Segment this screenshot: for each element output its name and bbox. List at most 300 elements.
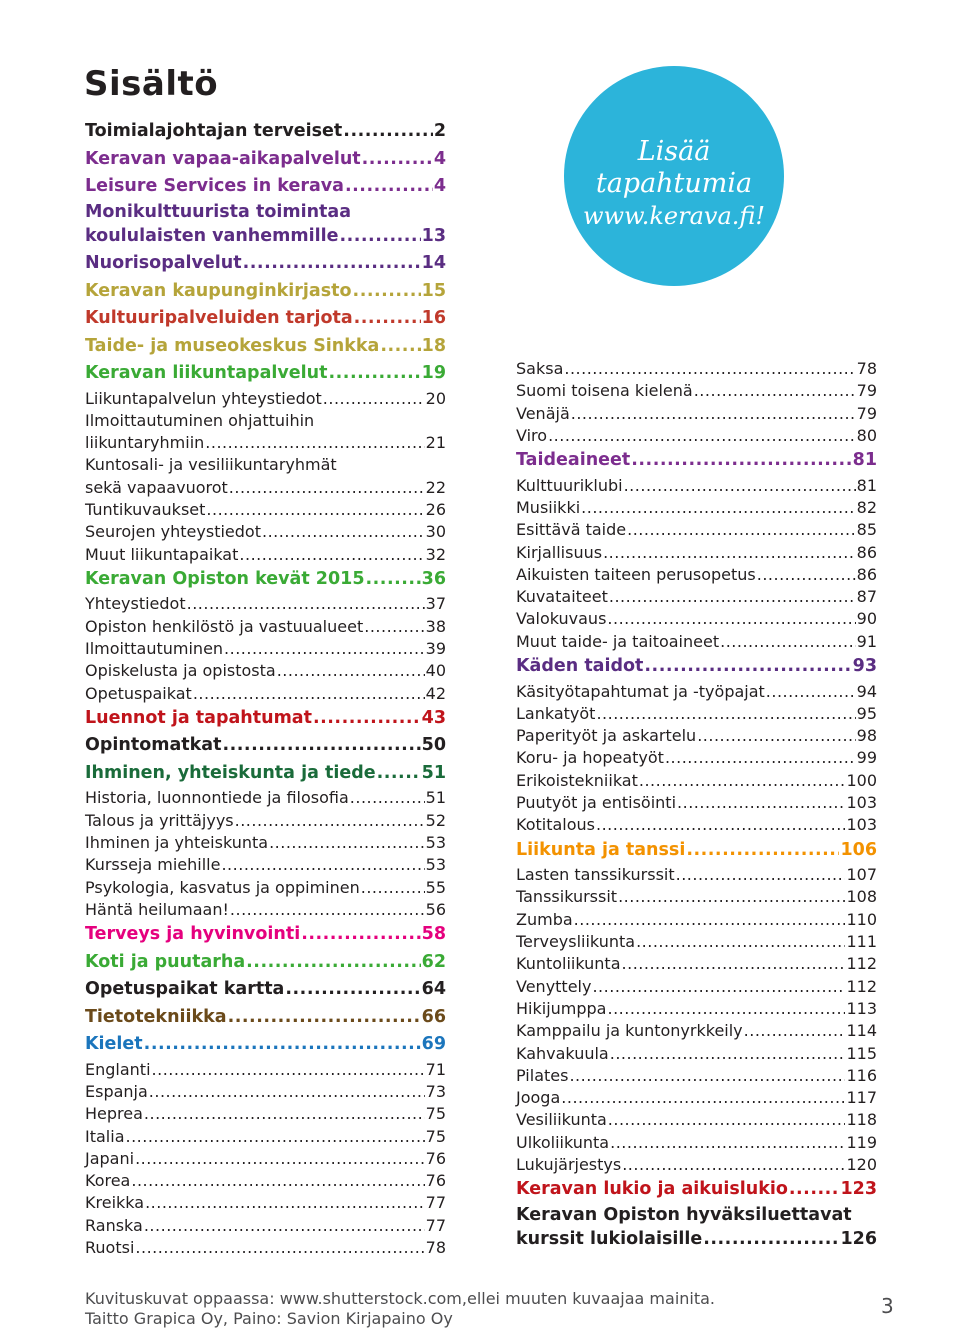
- toc-entry-page: 50: [421, 735, 446, 756]
- toc-entry-page: 85: [856, 520, 877, 540]
- toc-entry-page: 51: [421, 762, 446, 783]
- toc-entry-page: 32: [425, 544, 446, 564]
- dot-leader: [243, 250, 421, 278]
- toc-entry: [85, 360, 446, 388]
- toc-entry: [516, 931, 877, 953]
- toc-entry-title: Saksa: [516, 359, 564, 378]
- toc-entry-page: 73: [425, 1081, 446, 1101]
- toc-entry-page: 53: [425, 832, 446, 852]
- toc-entry-page: 71: [425, 1059, 446, 1079]
- toc-entry-title: Kreikka: [85, 1193, 145, 1213]
- toc-entry-page: 78: [856, 359, 877, 378]
- bubble-line-2: tapahtumia: [595, 168, 753, 199]
- dot-leader: [618, 886, 845, 908]
- dot-leader: [703, 1226, 839, 1254]
- dot-leader: [744, 1020, 846, 1042]
- dot-leader: [581, 497, 855, 519]
- toc-entry-title: Lasten tanssikurssit: [516, 865, 675, 885]
- toc-entry-title: Jooga: [516, 1088, 561, 1108]
- toc-entry-title: Liikunta ja tanssi: [516, 839, 686, 860]
- toc-entry-title: Kuvataiteet: [516, 587, 608, 607]
- toc-entry-page: 58: [421, 924, 446, 945]
- toc-entry-page: 111: [846, 932, 877, 952]
- toc-entry-page: 119: [846, 1132, 877, 1152]
- toc-entry-page: 90: [856, 609, 877, 629]
- toc-entry: [516, 747, 877, 769]
- dot-leader: [569, 1065, 845, 1087]
- toc-entry: [516, 681, 877, 703]
- toc-entry-page: 81: [856, 475, 877, 495]
- toc-entry-page: 78: [425, 1238, 446, 1258]
- dot-leader: [609, 586, 856, 608]
- toc-entry: [516, 403, 877, 425]
- dot-leader: [596, 814, 845, 836]
- toc-entry: [85, 477, 446, 499]
- toc-entry-title: Erikoistekniikat: [516, 770, 638, 790]
- toc-entry: [516, 998, 877, 1020]
- toc-entry-title: Venyttely: [516, 976, 592, 996]
- toc-entry-title: Zumba: [516, 909, 573, 929]
- footer-line-2: Taitto Grapica Oy, Paino: Savion Kirjapaino Oy: [85, 1309, 453, 1328]
- toc-entry-page: 94: [856, 681, 877, 701]
- dot-leader: [149, 1081, 425, 1103]
- dot-leader: [548, 425, 856, 447]
- toc-entry: [85, 705, 446, 733]
- dot-leader: [610, 1132, 845, 1154]
- toc-entry: [516, 1176, 877, 1204]
- dot-leader: [361, 877, 425, 899]
- dot-leader: [694, 380, 856, 402]
- toc-entry-page: 100: [846, 770, 877, 790]
- toc-entry: [85, 1148, 446, 1170]
- toc-entry-page: 112: [846, 976, 877, 996]
- dot-leader: [636, 931, 845, 953]
- toc-entry-page: 36: [421, 568, 446, 589]
- toc-entry-title: Keravan liikuntapalvelut: [85, 363, 328, 383]
- toc-entry-title: Opiston henkilöstö ja vastuualueet: [85, 616, 364, 636]
- dot-leader: [665, 747, 856, 769]
- toc-entry: [516, 653, 877, 681]
- toc-entry-page: 16: [421, 308, 446, 328]
- dot-leader: [631, 447, 851, 475]
- toc-entry-page: 99: [856, 748, 877, 768]
- footer-credits: [85, 1289, 715, 1329]
- dot-leader: [610, 1043, 846, 1065]
- toc-entry: [85, 432, 446, 454]
- toc-entry-title: Musiikki: [516, 497, 581, 517]
- toc-entry: [516, 1204, 877, 1226]
- toc-entry-page: 75: [425, 1104, 446, 1124]
- toc-entry-page: 91: [856, 631, 877, 651]
- toc-entry-page: 69: [421, 1034, 446, 1055]
- toc-entry-title: Liikuntapalvelun yhteystiedot: [85, 388, 322, 408]
- toc-entry-title: Muut liikuntapaikat: [85, 544, 239, 564]
- dot-leader: [622, 1154, 845, 1176]
- toc-entry: [516, 475, 877, 497]
- toc-entry-title: Seurojen yhteystiedot: [85, 522, 261, 542]
- dot-leader: [757, 564, 856, 586]
- toc-entry-title: Aikuisten taiteen perusopetus: [516, 564, 756, 584]
- toc-entry-title: Leisure Services in kerava: [85, 176, 344, 196]
- dot-leader: [224, 638, 425, 660]
- toc-entry-title: Englanti: [85, 1059, 151, 1079]
- toc-entry: [516, 770, 877, 792]
- toc-entry-title: Ranska: [85, 1215, 143, 1235]
- toc-entry-page: 103: [846, 815, 877, 835]
- toc-entry-page: 79: [856, 381, 877, 401]
- toc-entry-title: Opetuspaikat: [85, 683, 192, 703]
- toc-entry: [516, 703, 877, 725]
- toc-entry: [85, 638, 446, 660]
- dot-leader: [205, 432, 424, 454]
- toc-entry: [516, 631, 877, 653]
- dot-leader: [246, 949, 420, 977]
- dot-leader: [144, 1103, 425, 1125]
- toc-entry-page: 79: [856, 403, 877, 423]
- dot-leader: [596, 703, 855, 725]
- toc-entry-page: 22: [425, 477, 446, 497]
- toc-entry-title: Koti ja puutarha: [85, 951, 246, 972]
- toc-entry-page: 55: [425, 877, 446, 897]
- dot-leader: [323, 388, 425, 410]
- toc-entry: [85, 201, 446, 223]
- dot-leader: [627, 519, 856, 541]
- toc-entry-title: Luennot ja tapahtumat: [85, 707, 312, 728]
- toc-entry-title: Monikulttuurista toimintaa: [85, 201, 352, 222]
- toc-entry: [85, 146, 446, 174]
- toc-entry: [516, 425, 877, 447]
- toc-entry-title: Esittävä taide: [516, 520, 627, 540]
- toc-entry-title: Terveys ja hyvinvointi: [85, 924, 301, 945]
- toc-entry: [85, 278, 446, 306]
- toc-entry-title: Opiskelusta ja opistosta: [85, 661, 276, 681]
- toc-entry: [516, 608, 877, 630]
- dot-leader: [235, 810, 425, 832]
- toc-entry: [516, 1109, 877, 1131]
- toc-entry: [516, 542, 877, 564]
- dot-leader: [622, 953, 846, 975]
- dot-leader: [135, 1237, 424, 1259]
- toc-entry: [516, 792, 877, 814]
- toc-entry-page: 64: [421, 979, 446, 1000]
- toc-entry-page: 77: [425, 1215, 446, 1235]
- toc-entry-page: 115: [846, 1043, 877, 1063]
- dot-leader: [644, 653, 851, 681]
- toc-entry-page: 15: [421, 280, 446, 301]
- toc-entry: [85, 593, 446, 615]
- toc-entry: [516, 1087, 877, 1109]
- toc-entry: [85, 1192, 446, 1214]
- dot-leader: [686, 837, 839, 865]
- toc-entry-page: 18: [421, 335, 446, 356]
- dot-leader: [697, 725, 855, 747]
- toc-entry-title: kurssit lukiolaisille: [516, 1228, 703, 1249]
- toc-entry-title: Nuorisopalvelut: [85, 253, 242, 273]
- toc-entry-page: 14: [421, 253, 446, 273]
- toc-entry-title: koululaisten vanhemmille: [85, 225, 339, 246]
- toc-entry-page: 4: [433, 148, 446, 169]
- toc-entry-title: Historia, luonnontiede ja filosofia: [85, 788, 349, 808]
- toc-entry: [85, 732, 446, 760]
- dot-leader: [230, 899, 425, 921]
- dot-leader: [144, 1215, 425, 1237]
- toc-right-column: [516, 358, 877, 1253]
- dot-leader: [720, 631, 856, 653]
- toc-entry-title: Keravan lukio ja aikuislukio: [516, 1179, 788, 1200]
- dot-leader: [603, 542, 856, 564]
- toc-entry: [516, 953, 877, 975]
- dot-leader: [145, 1192, 425, 1214]
- dot-leader: [187, 593, 425, 615]
- toc-entry-page: 75: [425, 1126, 446, 1146]
- toc-entry-page: 112: [846, 954, 877, 974]
- toc-entry-title: Puutyöt ja entisöinti: [516, 793, 677, 813]
- toc-entry: [85, 899, 446, 921]
- toc-entry-page: 56: [425, 899, 446, 919]
- toc-entry-title: Opetuspaikat kartta: [85, 979, 285, 1000]
- dot-leader: [677, 792, 845, 814]
- events-bubble: [564, 66, 784, 286]
- toc-entry-page: 108: [846, 887, 877, 907]
- toc-entry-page: 19: [421, 363, 446, 383]
- toc-entry-title: Keravan kaupunginkirjasto: [85, 280, 352, 301]
- toc-entry-page: 26: [425, 499, 446, 519]
- toc-entry-title: Keravan Opiston kevät 2015: [85, 568, 365, 589]
- toc-entry-title: Hikijumppa: [516, 998, 607, 1018]
- toc-entry-page: 103: [846, 793, 877, 813]
- toc-entry-page: 86: [856, 542, 877, 562]
- toc-entry-title: Valokuvaus: [516, 609, 607, 629]
- dot-leader: [313, 705, 421, 733]
- dot-leader: [766, 681, 856, 703]
- toc-entry-page: 53: [425, 855, 446, 875]
- toc-entry-title: Paperityöt ja askartelu: [516, 726, 697, 746]
- dot-leader: [350, 787, 425, 809]
- toc-entry-title: Korea: [85, 1171, 131, 1191]
- toc-entry-title: Lankatyöt: [516, 703, 596, 723]
- toc-entry: [85, 616, 446, 638]
- toc-entry-page: 66: [421, 1006, 446, 1027]
- toc-entry: [85, 832, 446, 854]
- toc-entry: [85, 1215, 446, 1237]
- page-number: 3: [881, 1294, 894, 1318]
- dot-leader: [377, 760, 421, 788]
- toc-entry-title: Vesiliikunta: [516, 1110, 607, 1130]
- dot-leader: [607, 608, 855, 630]
- toc-entry: [516, 1226, 877, 1254]
- toc-entry: [85, 1004, 446, 1032]
- toc-entry-title: Psykologia, kasvatus ja oppiminen: [85, 877, 360, 897]
- toc-entry-page: 95: [856, 703, 877, 723]
- toc-entry-page: 76: [425, 1148, 446, 1168]
- toc-left-column: [85, 118, 446, 1259]
- toc-entry-page: 126: [840, 1228, 877, 1249]
- toc-entry-page: 113: [846, 998, 877, 1018]
- toc-entry-title: Muut taide- ja taitoaineet: [516, 631, 720, 651]
- toc-entry: [516, 564, 877, 586]
- toc-entry-page: 120: [846, 1155, 877, 1174]
- toc-entry-page: 98: [856, 726, 877, 746]
- toc-entry-title: Keravan Opiston hyväksiluettavat: [516, 1204, 852, 1225]
- toc-entry-page: 42: [425, 683, 446, 703]
- toc-entry-page: 2: [433, 121, 446, 141]
- toc-entry-page: 30: [425, 522, 446, 542]
- dot-leader: [339, 223, 420, 251]
- toc-entry-page: 13: [421, 225, 446, 246]
- dot-leader: [126, 1126, 425, 1148]
- dot-leader: [574, 909, 846, 931]
- toc-entry-page: 80: [856, 425, 877, 445]
- toc-entry-page: 43: [421, 707, 446, 728]
- dot-leader: [193, 683, 425, 705]
- dot-leader: [353, 278, 421, 306]
- dot-leader: [262, 521, 425, 543]
- toc-entry: [516, 358, 877, 380]
- toc-entry: [85, 660, 446, 682]
- toc-entry: [85, 223, 446, 251]
- toc-entry: [85, 118, 446, 146]
- dot-leader: [301, 921, 420, 949]
- toc-entry-page: 87: [856, 587, 877, 607]
- dot-leader: [269, 832, 425, 854]
- dot-leader: [364, 616, 424, 638]
- bubble-line-3: www.kerava.fi!: [582, 202, 766, 230]
- toc-entry-page: 81: [852, 450, 877, 471]
- dot-leader: [354, 305, 421, 333]
- toc-entry-page: 38: [425, 616, 446, 636]
- toc-entry: [85, 877, 446, 899]
- toc-entry: [85, 333, 446, 361]
- toc-entry-page: 37: [425, 594, 446, 614]
- toc-entry-page: 62: [421, 951, 446, 972]
- toc-entry: [516, 380, 877, 402]
- toc-entry: [85, 1103, 446, 1125]
- toc-entry-title: Taideaineet: [516, 450, 631, 471]
- dot-leader: [592, 976, 845, 998]
- dot-leader: [789, 1176, 840, 1204]
- toc-entry: [85, 410, 446, 432]
- toc-entry-title: Kielet: [85, 1034, 143, 1055]
- toc-entry-title: Kulttuuriklubi: [516, 475, 623, 495]
- toc-entry: [85, 810, 446, 832]
- bubble-line-1: Lisää: [637, 136, 711, 167]
- toc-entry: [85, 1081, 446, 1103]
- toc-entry-title: Venäjä: [516, 403, 570, 423]
- bubble-text: [564, 136, 784, 232]
- toc-entry: [85, 760, 446, 788]
- dot-leader: [608, 1109, 846, 1131]
- toc-entry-title: Käsityötapahtumat ja -työpajat: [516, 681, 765, 701]
- toc-entry-title: Ihminen, yhteiskunta ja tiede: [85, 762, 376, 783]
- toc-entry-title: Tuntikuvaukset: [85, 499, 206, 519]
- dot-leader: [607, 998, 845, 1020]
- dot-leader: [366, 566, 421, 594]
- toc-entry: [85, 305, 446, 333]
- toc-entry: [85, 250, 446, 278]
- toc-entry: [85, 1031, 446, 1059]
- toc-entry: [85, 1170, 446, 1192]
- dot-leader: [639, 770, 846, 792]
- toc-entry-title: Lukujärjestys: [516, 1155, 622, 1174]
- toc-entry-title: Ilmoittautuminen ohjattuihin: [85, 410, 315, 430]
- toc-entry-title: Kotitalous: [516, 815, 595, 835]
- toc-entry: [516, 976, 877, 998]
- page-title: Sisältö: [84, 64, 219, 104]
- toc-entry-title: Suomi toisena kielenä: [516, 381, 693, 401]
- toc-entry-page: 52: [425, 810, 446, 830]
- toc-entry-title: Kultuuripalveluiden tarjota: [85, 308, 353, 328]
- toc-entry-page: 77: [425, 1193, 446, 1213]
- toc-entry: [85, 854, 446, 876]
- toc-entry-title: Häntä heilumaan!: [85, 899, 229, 919]
- toc-entry: [85, 976, 446, 1004]
- toc-entry: [85, 1237, 446, 1259]
- toc-entry-page: 39: [425, 638, 446, 658]
- toc-entry: [516, 1154, 877, 1176]
- dot-leader: [135, 1148, 425, 1170]
- dot-leader: [229, 477, 425, 499]
- toc-entry: [516, 447, 877, 475]
- toc-entry: [516, 814, 877, 836]
- dot-leader: [343, 118, 433, 146]
- toc-entry: [516, 1020, 877, 1042]
- dot-leader: [362, 146, 433, 174]
- dot-leader: [222, 732, 420, 760]
- toc-entry-title: Käden taidot: [516, 656, 644, 677]
- toc-entry: [516, 886, 877, 908]
- toc-entry-page: 4: [433, 176, 446, 196]
- toc-entry-title: sekä vapaavuorot: [85, 477, 228, 497]
- dot-leader: [329, 360, 421, 388]
- toc-entry: [516, 1132, 877, 1154]
- toc-entry-page: 114: [846, 1021, 877, 1041]
- toc-entry: [85, 388, 446, 410]
- toc-entry-page: 93: [852, 656, 877, 677]
- toc-entry-title: Tanssikurssit: [516, 887, 618, 907]
- toc-entry-page: 106: [840, 839, 877, 860]
- toc-entry-title: Kuntoliikunta: [516, 954, 621, 974]
- toc-entry: [85, 521, 446, 543]
- dot-leader: [221, 854, 424, 876]
- toc-entry-title: Talous ja yrittäjyys: [85, 810, 234, 830]
- toc-entry-title: Opintomatkat: [85, 735, 222, 756]
- toc-entry-title: Kirjallisuus: [516, 542, 603, 562]
- toc-entry: [85, 1059, 446, 1081]
- dot-leader: [624, 475, 856, 497]
- toc-entry-title: Kuntosali- ja vesiliikuntaryhmät: [85, 455, 337, 475]
- toc-entry: [516, 586, 877, 608]
- dot-leader: [152, 1059, 425, 1081]
- dot-leader: [144, 1031, 421, 1059]
- toc-entry: [85, 787, 446, 809]
- toc-entry: [516, 1065, 877, 1087]
- toc-entry-title: Viro: [516, 425, 548, 445]
- toc-entry-title: Kamppailu ja kuntonyrkkeily: [516, 1021, 743, 1041]
- toc-entry: [85, 683, 446, 705]
- toc-entry-page: 116: [846, 1065, 877, 1085]
- dot-leader: [206, 499, 424, 521]
- toc-entry: [85, 949, 446, 977]
- dot-leader: [131, 1170, 424, 1192]
- toc-entry: [85, 1126, 446, 1148]
- toc-entry-page: 40: [425, 661, 446, 681]
- dot-leader: [285, 976, 420, 1004]
- toc-entry: [516, 497, 877, 519]
- dot-leader: [564, 358, 855, 380]
- toc-entry-page: 123: [840, 1179, 877, 1200]
- toc-entry: [516, 519, 877, 541]
- toc-entry-page: 76: [425, 1171, 446, 1191]
